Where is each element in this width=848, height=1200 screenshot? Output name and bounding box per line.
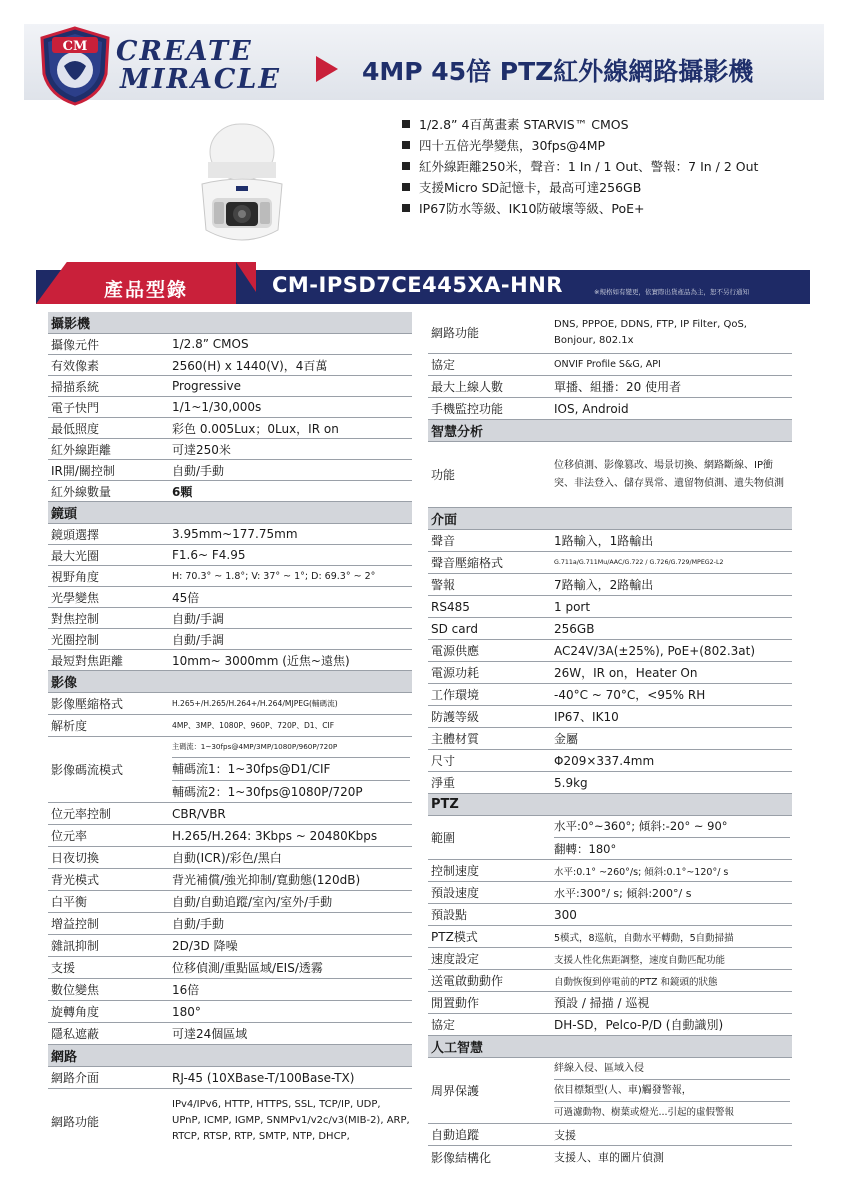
spec-row [48, 376, 412, 397]
spec-row [428, 750, 792, 772]
spec-key: 光學變焦 [51, 590, 100, 605]
spec-row [428, 574, 792, 596]
feature-item [402, 176, 758, 197]
spec-value: 自動/自動追蹤/室內/室外/手動 [172, 895, 333, 909]
spec-row [48, 608, 412, 629]
spec-key: 預設速度 [431, 886, 480, 900]
ptz-camera-image [196, 122, 288, 252]
spec-value: 45倍 [172, 590, 200, 605]
spec-row [48, 524, 412, 545]
spec-key: 鏡頭選擇 [51, 527, 100, 542]
spec-value: 背光補償/強光抑制/寬動態(120dB) [172, 873, 361, 887]
spec-value: 256GB [554, 621, 595, 636]
spec-value [550, 816, 792, 859]
square-bullet-icon [402, 120, 410, 128]
spec-row [428, 1146, 792, 1168]
spec-row-range [428, 816, 792, 860]
catalog-label: 產品型錄 [104, 279, 189, 301]
feature-item [402, 197, 758, 218]
brand-shield-icon [38, 26, 112, 106]
perimeter-line3: 可過濾動物、樹葉或燈光...引起的虛假警報 [554, 1107, 735, 1118]
spec-row [428, 860, 792, 882]
spec-value: 自動恢復到停電前的PTZ 和鏡頭的狀態 [554, 976, 718, 988]
spec-row [48, 1067, 412, 1089]
spec-key: 範圍 [431, 831, 456, 845]
spec-row [48, 803, 412, 825]
spec-value: Φ209×337.4mm [554, 753, 655, 768]
spec-row [48, 1001, 412, 1023]
spec-row [428, 640, 792, 662]
spec-value: 位移偵測/重點區域/EIS/透霧 [172, 961, 323, 975]
spec-key: 影像結構化 [431, 1150, 492, 1165]
spec-value: 自動(ICR)/彩色/黑白 [172, 851, 282, 865]
spec-value: 6顆 [172, 484, 193, 499]
spec-row [428, 728, 792, 750]
spec-row [48, 957, 412, 979]
feature-text: IP67防水等級、IK10防破壞等級、PoE+ [419, 200, 645, 216]
spec-key: 防護等級 [431, 710, 480, 724]
perimeter-lines [554, 1058, 790, 1123]
spec-row [48, 913, 412, 935]
spec-row [48, 847, 412, 869]
spec-key: 增益控制 [51, 917, 100, 931]
spec-key: 位元率 [51, 829, 88, 843]
spec-key: 影像壓縮格式 [51, 697, 124, 711]
feature-item [402, 134, 758, 155]
spec-value: 自動/手調 [172, 611, 225, 626]
spec-value: 2560(H) x 1440(V)，4百萬 [172, 358, 328, 373]
spec-row [428, 684, 792, 706]
spec-key: 主體材質 [431, 732, 480, 746]
spec-key: 日夜切換 [51, 851, 100, 865]
range-flip: 翻轉：180° [554, 841, 617, 856]
spec-value: IPv4/IPv6, HTTP, HTTPS, SSL, TCP/IP, UDP, UPnP, ICMP, IGMP, SNMPv1/v2c/v3(MIB-2), ARP, RTCP, RTSP, RTP, SMTP, NTP, DHCP, [172, 1099, 410, 1142]
spec-key: 最大光圈 [51, 548, 100, 563]
spec-row [428, 772, 792, 794]
spec-value: F1.6~ F4.95 [172, 548, 246, 562]
spec-key: 視野角度 [51, 569, 100, 584]
disclaimer-note: ※規格如有變更，依實際出貨產品為主，恕不另行通知 [594, 288, 749, 296]
spec-value: ONVIF Profile S&G, API [554, 359, 661, 370]
spec-key: 影像碼流模式 [51, 763, 124, 777]
spec-key: 尺寸 [431, 754, 456, 768]
section-ptz: PTZ [428, 794, 792, 816]
spec-value: 水平:0.1° ~260°/s; 傾斜:0.1°~120°/ s [554, 866, 729, 878]
perimeter-line2: 依目標類型(人、車)觸發警報， [554, 1080, 790, 1102]
spec-value: 1/2.8” CMOS [172, 337, 249, 351]
spec-key: 聲音 [431, 534, 456, 548]
spec-row [428, 662, 792, 684]
spec-row [428, 376, 792, 398]
spec-key: 速度設定 [431, 952, 480, 966]
spec-key: IR開/關控制 [51, 463, 115, 478]
spec-value: 彩色 0.005Lux；0Lux，IR on [172, 421, 339, 436]
spec-value: 自動/手調 [172, 632, 225, 647]
spec-key: 協定 [431, 358, 456, 372]
spec-row [48, 891, 412, 913]
spec-value: 1 port [554, 599, 591, 614]
spec-row [48, 439, 412, 460]
spec-key: 光圈控制 [51, 632, 100, 647]
brand-line1: CREATE [116, 36, 253, 67]
spec-key: 數位變焦 [51, 983, 100, 997]
spec-row [428, 992, 792, 1014]
spec-value [168, 737, 412, 802]
square-bullet-icon [402, 141, 410, 149]
section-lens: 鏡頭 [48, 502, 412, 524]
spec-value: 7路輸入，2路輸出 [554, 578, 654, 592]
spec-key: 支援 [51, 961, 76, 975]
spec-key: 對焦控制 [51, 611, 100, 626]
spec-value: 300 [554, 907, 577, 922]
spec-row [428, 354, 792, 376]
spec-key: 閒置動作 [431, 996, 480, 1010]
feature-text: 1/2.8” 4百萬畫素 STARVIS™ CMOS [419, 116, 629, 132]
spec-key: 網路功能 [51, 1114, 100, 1129]
spec-value: 支援人、車的圖片偵測 [554, 1151, 664, 1164]
brand-logo-text [116, 38, 281, 94]
spec-row [48, 693, 412, 715]
spec-key: 淨重 [431, 776, 456, 790]
spec-row [428, 618, 792, 640]
spec-key: 背光模式 [51, 873, 100, 887]
spec-value: IP67、IK10 [554, 710, 619, 724]
spec-key: 雜訊抑制 [51, 939, 100, 953]
spec-value: 預設 / 掃描 / 巡視 [554, 996, 650, 1010]
spec-row-perimeter [428, 1058, 792, 1124]
spec-table-left [48, 312, 412, 1153]
spec-value: -40°C ~ 70°C，<95% RH [554, 688, 706, 702]
spec-key: 掃描系統 [51, 379, 100, 394]
spec-key: 電子快門 [51, 400, 100, 415]
feature-item [402, 155, 758, 176]
brand-badge: CM [62, 39, 88, 54]
spec-key: 最大上線人數 [431, 380, 504, 394]
spec-key: 白平衡 [51, 895, 88, 909]
spec-value: 可達250米 [172, 442, 231, 457]
spec-value: Progressive [172, 379, 242, 393]
spec-key: 網路功能 [431, 326, 480, 340]
spec-key: PTZ模式 [431, 930, 478, 944]
spec-row [48, 397, 412, 418]
range-pan-tilt: 水平:0°~360°; 傾斜:-20° ~ 90° [554, 816, 790, 838]
spec-row [428, 970, 792, 992]
spec-key: 最低照度 [51, 421, 100, 436]
spec-key: 聲音壓縮格式 [431, 556, 504, 570]
spec-value: 3.95mm~177.75mm [172, 527, 298, 541]
section-ai: 人工智慧 [428, 1036, 792, 1058]
feature-list [402, 113, 758, 218]
square-bullet-icon [402, 162, 410, 170]
spec-key: 最短對焦距離 [51, 653, 124, 668]
play-triangle-icon [316, 56, 338, 82]
spec-value: 自動/手動 [172, 463, 225, 478]
spec-row [48, 418, 412, 439]
spec-key: 網路介面 [51, 1071, 100, 1085]
spec-row [428, 904, 792, 926]
spec-value: H: 70.3° ~ 1.8°; V: 37° ~ 1°; D: 69.3° ~ 2° [172, 570, 376, 582]
spec-value: 4MP、3MP、1080P、960P、720P、D1、CIF [172, 721, 335, 730]
spec-value: 位移偵測、影像篡改、場景切換、網路斷線、IP衝突、非法登入、儲存異常、遺留物偵測、遺失物偵測 [554, 459, 784, 489]
spec-row [428, 1014, 792, 1036]
spec-value: 支援 [554, 1128, 576, 1142]
spec-key: RS485 [431, 599, 470, 614]
spec-row [48, 825, 412, 847]
spec-value: 單播、組播：20 使用者 [554, 380, 682, 394]
spec-value: CBR/VBR [172, 806, 226, 821]
spec-key: SD card [431, 621, 478, 636]
spec-row [48, 481, 412, 502]
spec-row-stream [48, 737, 412, 803]
spec-key: 位元率控制 [51, 807, 112, 821]
spec-value: 金屬 [554, 732, 579, 746]
spec-row [48, 715, 412, 737]
spec-key: 隱私遮蔽 [51, 1027, 100, 1041]
spec-value: 16倍 [172, 983, 200, 997]
spec-value: AC24V/3A(±25%), PoE+(802.3at) [554, 643, 756, 658]
spec-value: IOS, Android [554, 401, 629, 416]
spec-key: 手機監控功能 [431, 402, 504, 416]
spec-table-right [428, 312, 792, 1168]
page-title: 4MP 45倍 PTZ紅外線網路攝影機 [362, 57, 754, 86]
spec-key: 送電啟動動作 [431, 974, 504, 988]
spec-key: 控制速度 [431, 864, 480, 878]
spec-row [428, 926, 792, 948]
spec-row [428, 312, 792, 354]
square-bullet-icon [402, 183, 410, 191]
spec-key: 紅外線距離 [51, 442, 112, 457]
spec-key: 預設點 [431, 908, 468, 922]
spec-row [48, 587, 412, 608]
spec-value: 水平:300°/ s; 傾斜:200°/ s [554, 886, 692, 900]
section-interface: 介面 [428, 508, 792, 530]
spec-value: RJ-45 (10XBase-T/100Base-TX) [172, 1070, 355, 1085]
spec-key: 紅外線數量 [51, 484, 112, 499]
spec-row [48, 334, 412, 355]
perimeter-line1: 絆線入侵、區域入侵 [554, 1058, 790, 1080]
spec-value: H.265/H.264: 3Kbps ~ 20480Kbps [172, 828, 378, 843]
section-network: 網路 [48, 1045, 412, 1067]
spec-value: G.711a/G.711Mu/AAC/G.722 / G.726/G.729/MPEG2-L2 [554, 559, 724, 566]
model-number: CM-IPSD7CE445XA-HNR [272, 273, 563, 297]
spec-key: 攝像元件 [51, 337, 100, 352]
feature-text: 紅外線距離250米，聲音：1 In / 1 Out、警報：7 In / 2 Out [419, 158, 759, 174]
spec-value: 26W，IR on，Heater On [554, 666, 698, 680]
spec-value: 2D/3D 降噪 [172, 939, 238, 953]
spec-row [48, 545, 412, 566]
spec-value: 5模式，8巡航，自動水平轉動，5自動掃描 [554, 932, 734, 944]
spec-key: 有效像素 [51, 358, 100, 373]
spec-key: 電源供應 [431, 644, 480, 658]
stream-sub1: 輔碼流1：1~30fps@D1/CIF [172, 758, 410, 781]
feature-text: 支援Micro SD記憶卡，最高可達256GB [419, 179, 642, 195]
spec-row [428, 530, 792, 552]
spec-row [428, 1124, 792, 1146]
spec-row [48, 935, 412, 957]
feature-text: 四十五倍光學變焦，30fps@4MP [419, 137, 606, 153]
spec-key: 旋轉角度 [51, 1005, 100, 1019]
spec-row [428, 596, 792, 618]
spec-value: 可達24個區域 [172, 1027, 248, 1041]
spec-row [428, 882, 792, 904]
spec-row [428, 706, 792, 728]
spec-value: DH-SD，Pelco-P/D (自動識別) [554, 1018, 724, 1032]
spec-row [428, 398, 792, 420]
spec-row [428, 442, 792, 508]
spec-value: DNS, PPPOE, DDNS, FTP, IP Filter, QoS, Bonjour, 802.1x [554, 318, 747, 346]
spec-value: H.265+/H.265/H.264+/H.264/MJPEG(輔碼流) [172, 699, 338, 708]
spec-key: 功能 [431, 468, 456, 482]
spec-row [48, 869, 412, 891]
spec-row [428, 552, 792, 574]
spec-value: 1路輸入，1路輸出 [554, 534, 654, 548]
spec-value: 10mm~ 3000mm (近焦~遠焦) [172, 653, 350, 668]
spec-key: 周界保護 [431, 1084, 480, 1098]
stream-main: 主碼流：1~30fps@4MP/3MP/1080P/960P/720P [172, 737, 410, 758]
spec-key: 警報 [431, 578, 456, 592]
range-lines [554, 816, 790, 860]
spec-row [48, 566, 412, 587]
brand-line2: MIRACLE [120, 64, 281, 95]
spec-value: 5.9kg [554, 775, 588, 790]
spec-key: 協定 [431, 1018, 456, 1032]
spec-key: 自動追蹤 [431, 1128, 480, 1142]
stream-sub2: 輔碼流2：1~30fps@1080P/720P [172, 784, 363, 799]
square-bullet-icon [402, 204, 410, 212]
spec-row [48, 979, 412, 1001]
spec-row [48, 629, 412, 650]
spec-key: 工作環境 [431, 688, 480, 702]
spec-row [48, 650, 412, 671]
spec-row [48, 460, 412, 481]
section-camera: 攝影機 [48, 312, 412, 334]
spec-value: 180° [172, 1004, 201, 1019]
header [0, 14, 848, 106]
stream-lines [172, 737, 410, 803]
feature-item [402, 113, 758, 134]
spec-value: 1/1~1/30,000s [172, 400, 262, 414]
spec-row [428, 948, 792, 970]
spec-row [48, 355, 412, 376]
spec-value: 自動/手動 [172, 917, 225, 931]
spec-key: 解析度 [51, 719, 88, 733]
spec-value: 支援人性化焦距調整，速度自動匹配功能 [554, 954, 726, 966]
spec-value [550, 1058, 792, 1123]
section-smart-analysis: 智慧分析 [428, 420, 792, 442]
section-image: 影像 [48, 671, 412, 693]
spec-row [48, 1023, 412, 1045]
spec-row [48, 1089, 412, 1153]
spec-key: 電源功耗 [431, 666, 480, 680]
